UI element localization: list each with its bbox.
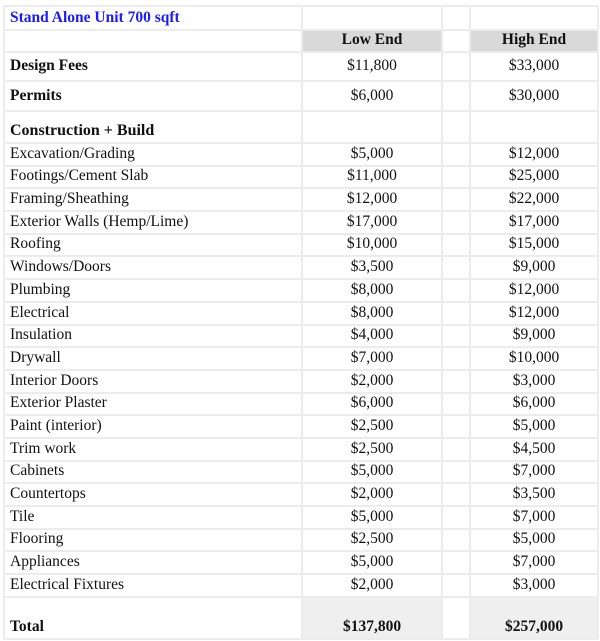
low-value: $6,000 <box>302 393 442 416</box>
low-value: $5,000 <box>302 551 442 574</box>
high-value: $7,000 <box>470 506 598 529</box>
low-value: $5,000 <box>302 506 442 529</box>
high-value: $12,000 <box>470 143 598 166</box>
table-row <box>4 188 598 211</box>
section-heading: Construction + Build <box>4 111 302 143</box>
low-value: $5,000 <box>302 143 442 166</box>
total-low: $137,800 <box>302 597 442 639</box>
row-label: Footings/Cement Slab <box>4 166 302 189</box>
row-label: Plumbing <box>4 279 302 302</box>
low-value: $2,500 <box>302 529 442 552</box>
high-value: $5,000 <box>470 415 598 438</box>
header-low-end: Low End <box>302 30 442 52</box>
low-value: $12,000 <box>302 188 442 211</box>
row-label: Exterior Plaster <box>4 393 302 416</box>
low-value: $5,000 <box>302 461 442 484</box>
low-value: $2,500 <box>302 415 442 438</box>
high-value: $9,000 <box>470 256 598 279</box>
high-value: $22,000 <box>470 188 598 211</box>
high-value: $30,000 <box>470 81 598 111</box>
row-label: Flooring <box>4 529 302 552</box>
row-label: Appliances <box>4 551 302 574</box>
high-value: $3,500 <box>470 483 598 506</box>
low-value: $11,800 <box>302 52 442 81</box>
row-label: Exterior Walls (Hemp/Lime) <box>4 211 302 234</box>
table-row <box>4 551 598 574</box>
header-high-end: High End <box>470 30 598 52</box>
total-label: Total <box>4 597 302 639</box>
table-row <box>4 347 598 370</box>
table-title: Stand Alone Unit 700 sqft <box>4 6 302 30</box>
low-value: $3,500 <box>302 256 442 279</box>
high-value: $10,000 <box>470 347 598 370</box>
row-label: Interior Doors <box>4 370 302 393</box>
row-label: Tile <box>4 506 302 529</box>
row-label: Drywall <box>4 347 302 370</box>
low-value: $2,500 <box>302 438 442 461</box>
cost-table <box>3 5 599 640</box>
row-design-fees <box>4 52 598 81</box>
low-value: $2,000 <box>302 483 442 506</box>
table-row <box>4 143 598 166</box>
row-label: Electrical <box>4 302 302 325</box>
total-high: $257,000 <box>470 597 598 639</box>
high-value: $17,000 <box>470 211 598 234</box>
table-row <box>4 370 598 393</box>
high-value: $33,000 <box>470 52 598 81</box>
high-value: $4,500 <box>470 438 598 461</box>
low-value: $8,000 <box>302 302 442 325</box>
row-label: Cabinets <box>4 461 302 484</box>
low-value: $8,000 <box>302 279 442 302</box>
low-value: $17,000 <box>302 211 442 234</box>
table-row <box>4 393 598 416</box>
row-permits <box>4 81 598 111</box>
table-row <box>4 279 598 302</box>
row-label: Permits <box>4 81 302 111</box>
low-value: $10,000 <box>302 234 442 257</box>
table-row <box>4 325 598 348</box>
table-row <box>4 506 598 529</box>
row-label: Framing/Sheathing <box>4 188 302 211</box>
row-label: Insulation <box>4 325 302 348</box>
row-label: Trim work <box>4 438 302 461</box>
low-value: $4,000 <box>302 325 442 348</box>
high-value: $3,000 <box>470 370 598 393</box>
table-row <box>4 529 598 552</box>
high-value: $6,000 <box>470 393 598 416</box>
table-row <box>4 461 598 484</box>
high-value: $15,000 <box>470 234 598 257</box>
row-label: Paint (interior) <box>4 415 302 438</box>
row-label: Excavation/Grading <box>4 143 302 166</box>
row-total <box>4 597 598 639</box>
row-label: Windows/Doors <box>4 256 302 279</box>
row-label: Design Fees <box>4 52 302 81</box>
table-row <box>4 302 598 325</box>
low-value: $2,000 <box>302 574 442 597</box>
table-row <box>4 574 598 597</box>
low-value: $2,000 <box>302 370 442 393</box>
table-row <box>4 415 598 438</box>
table-row <box>4 256 598 279</box>
high-value: $12,000 <box>470 279 598 302</box>
high-value: $9,000 <box>470 325 598 348</box>
table-row <box>4 234 598 257</box>
table-row <box>4 483 598 506</box>
low-value: $6,000 <box>302 81 442 111</box>
low-value: $11,000 <box>302 166 442 189</box>
low-value: $7,000 <box>302 347 442 370</box>
table-row <box>4 211 598 234</box>
row-label: Roofing <box>4 234 302 257</box>
row-label: Electrical Fixtures <box>4 574 302 597</box>
high-value: $3,000 <box>470 574 598 597</box>
high-value: $25,000 <box>470 166 598 189</box>
high-value: $5,000 <box>470 529 598 552</box>
high-value: $12,000 <box>470 302 598 325</box>
table-row <box>4 166 598 189</box>
table-row <box>4 438 598 461</box>
row-label: Countertops <box>4 483 302 506</box>
high-value: $7,000 <box>470 461 598 484</box>
high-value: $7,000 <box>470 551 598 574</box>
